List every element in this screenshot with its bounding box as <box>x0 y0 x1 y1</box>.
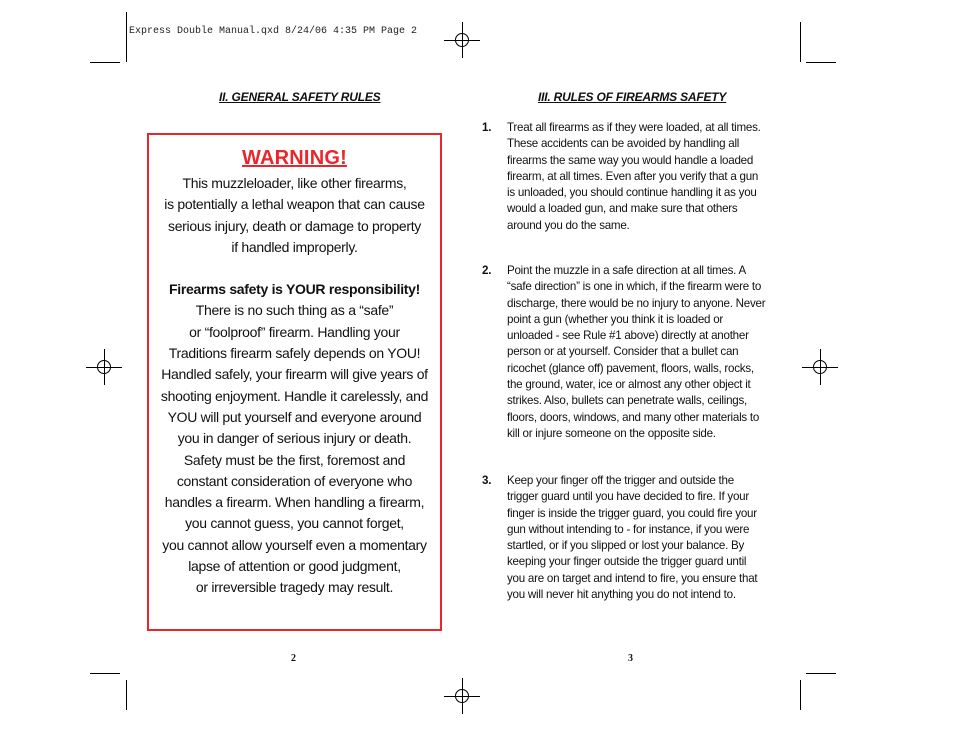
rule-number: 2. <box>482 264 492 277</box>
warning-line: you cannot allow yourself even a momentary <box>162 536 427 553</box>
rule-line: Point the muzzle in a safe direction at all times. A <box>507 264 746 277</box>
warning-line: handles a firearm. When handling a firearm, <box>164 494 425 511</box>
crop-mark-top-right-horizontal <box>806 62 836 63</box>
rule-line: “safe direction” is one in which, if the firearm were to <box>507 280 762 294</box>
rule-item <box>480 120 780 234</box>
responsibility-statement: Firearms safety is YOUR responsibility! <box>168 281 421 298</box>
page-number-left: 2 <box>291 653 296 664</box>
warning-line: you cannot guess, you cannot forget, <box>185 515 404 532</box>
rule-line: point a gun (whether you think it is loaded or <box>507 312 724 326</box>
crop-mark-bottom-right-horizontal <box>806 673 836 674</box>
warning-line: or “foolproof” firearm. Handling your <box>189 323 400 340</box>
warning-line: Handled safely, your firearm will give years of <box>161 366 428 383</box>
rule-line: the ground, water, ice or almost any other object it <box>507 378 751 392</box>
rule-line: trigger guard until you have decided to fire. If your <box>507 490 749 504</box>
rule-line: you are on target and intend to fire, you ensure that <box>507 571 758 585</box>
warning-line: if handled improperly. <box>231 238 358 255</box>
rule-number: 1. <box>482 121 492 134</box>
rule-number: 3. <box>482 474 492 487</box>
rules-list <box>480 263 780 442</box>
rule-line: is unloaded, you should continue handling it as you <box>507 186 757 200</box>
warning-line: Safety must be the first, foremost and <box>183 451 406 468</box>
crop-mark-bottom-left-horizontal <box>90 673 120 674</box>
warning-line: There is no such thing as a “safe” <box>195 302 394 319</box>
crop-mark-bottom-right-vertical <box>800 680 801 710</box>
section-heading-rules-of-firearms-safety: III. RULES OF FIREARMS SAFETY <box>538 90 727 104</box>
file-slug-line: Express Double Manual.qxd 8/24/06 4:35 PM Page 2 <box>129 26 418 37</box>
rule-line: firearms the same way you would handle a loaded <box>507 153 754 167</box>
rule-line: you will never hit anything you do not intend to. <box>507 588 736 602</box>
warning-text <box>149 173 440 599</box>
rule-line: Keep your finger off the trigger and outside the <box>507 474 734 487</box>
warning-line: Traditions firearm safely depends on YOU! <box>168 345 421 362</box>
rule-line: Treat all firearms as if they were loaded, at all times. <box>507 121 761 134</box>
warning-line: or irreversible tragedy may result. <box>195 579 394 596</box>
warning-line: you in danger of serious injury or death. <box>177 430 412 447</box>
page-number-right: 3 <box>628 653 633 664</box>
warning-title: WARNING! <box>242 147 347 169</box>
rule-item <box>480 263 780 442</box>
registration-mark-bottom <box>444 678 480 714</box>
crop-mark-top-left-horizontal <box>90 62 120 63</box>
warning-line: YOU will put yourself and everyone around <box>167 408 422 425</box>
crop-mark-top-right-vertical <box>800 22 801 62</box>
rule-item <box>480 473 780 603</box>
section-heading-general-safety-rules: II. GENERAL SAFETY RULES <box>219 90 381 104</box>
warning-line: serious injury, death or damage to property <box>168 217 421 234</box>
warning-line: This muzzleloader, like other firearms, <box>182 175 407 191</box>
warning-line: lapse of attention or good judgment, <box>188 558 401 575</box>
rule-line: finger is inside the trigger guard, you could fire your <box>507 506 757 520</box>
rules-list <box>480 120 780 234</box>
registration-mark-left <box>86 349 122 385</box>
warning-line: shooting enjoyment. Handle it carelessly, and <box>160 387 429 404</box>
crop-mark-bottom-left-vertical <box>126 680 127 710</box>
warning-line: is potentially a lethal weapon that can cause <box>164 196 425 213</box>
rules-list <box>480 473 780 603</box>
crop-mark-top-left-vertical <box>126 12 127 62</box>
rule-line: floors, doors, windows, and many other materials to <box>507 410 760 424</box>
rule-line: person or at yourself. Consider that a bullet can <box>507 345 739 359</box>
registration-mark-top <box>444 22 480 58</box>
rule-line: These accidents can be avoided by handling all <box>507 137 740 151</box>
rule-line: unloaded - see Rule #1 above) directly at another <box>507 329 749 343</box>
registration-mark-right <box>802 349 838 385</box>
rule-line: firearm, at all times. Even after you verify that a gun <box>507 169 759 183</box>
rule-line: kill or injure someone on the opposite side. <box>507 426 716 440</box>
warning-box <box>147 133 442 631</box>
rule-line: strikes. Also, bullets can penetrate walls, ceilings, <box>507 394 748 408</box>
rule-line: startled, or if you slipped or lost your balance. By <box>507 539 745 553</box>
rule-line: around you do the same. <box>507 218 630 232</box>
rule-line: would a loaded gun, and make sure that others <box>507 202 738 216</box>
warning-line: constant consideration of everyone who <box>176 472 413 489</box>
rule-line: gun without intending to - for instance, if you were <box>507 522 750 536</box>
rule-line: keeping your finger outside the trigger guard until <box>507 555 747 569</box>
rule-line: discharge, there would be no injury to anyone. Never <box>507 296 766 310</box>
rule-line: ricochet (glance off) pavement, floors, walls, rocks, <box>507 361 754 375</box>
